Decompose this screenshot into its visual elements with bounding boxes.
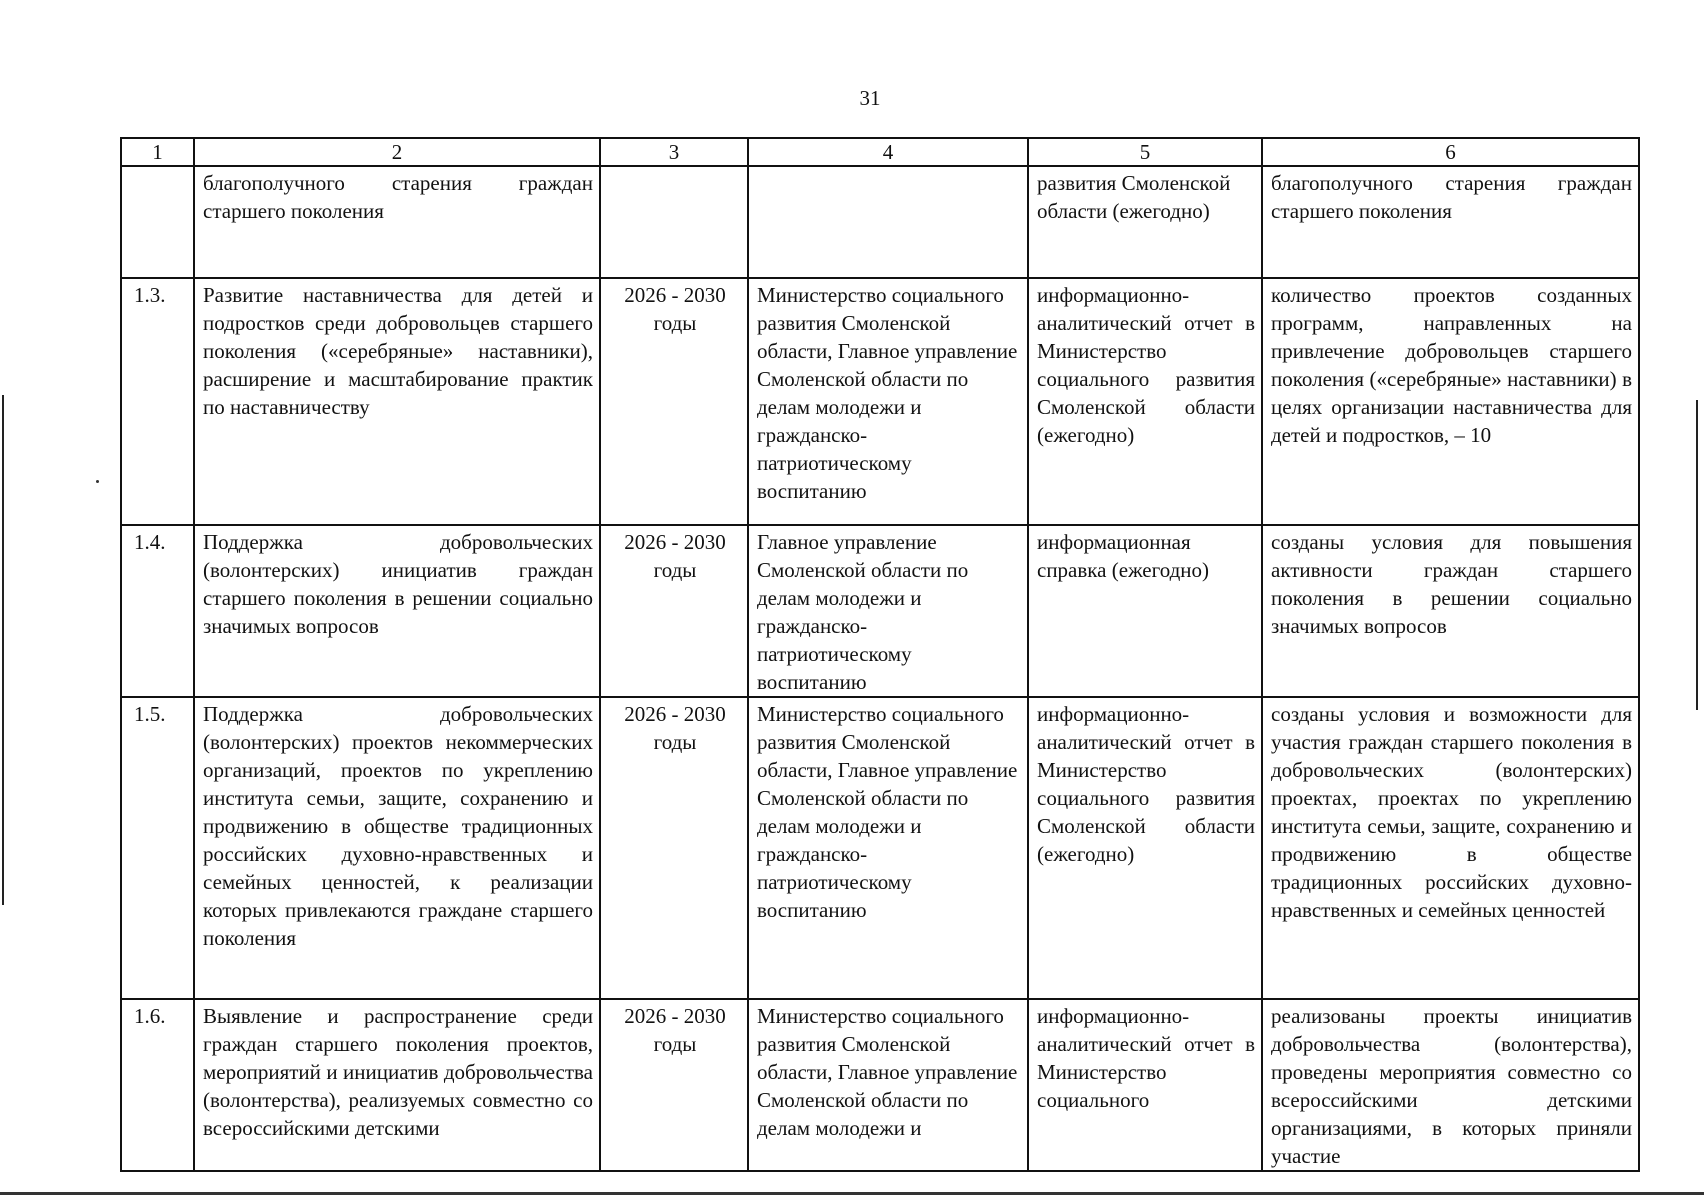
scan-edge-left [2,395,4,905]
expected-result: благополучного старения граждан старшего поколения [1262,166,1639,278]
responsible-executors: Министерство социального развития Смоленской области, Главное управление Смоленской области по делам молодежи и гражданско-патриотическому воспитанию [748,697,1028,999]
responsible-executors: Главное управление Смоленской области по делам молодежи и гражданско-патриотическому воспитанию [748,525,1028,697]
expected-result: созданы условия для повышения активности граждан старшего поколения в решении социально значимых вопросов [1262,525,1639,697]
column-header: 5 [1028,138,1262,166]
column-header: 1 [121,138,194,166]
table-row [121,166,1639,278]
expected-result: количество проектов созданных программ, направленных на привлечение добровольцев старшего поколения («серебряные» наставники) в целях организации наставничества для детей и подростков, – 10 [1262,278,1639,525]
table-row [121,278,1639,525]
column-header: 2 [194,138,600,166]
scan-bottom-edge [0,1192,1704,1195]
table-row [121,697,1639,999]
period: 2026 - 2030 годы [600,697,748,999]
report-form: развития Смоленской области (ежегодно) [1028,166,1262,278]
column-header: 3 [600,138,748,166]
page-number: 31 [859,86,881,110]
expected-result: созданы условия и возможности для участия граждан старшего поколения в добровольческих (волонтерских) проектах, проектах по укреплению института семьи, защите, сохранению и продвижению в обществе традиционных российских духовно-нравственных и семейных ценностей [1262,697,1639,999]
event-name: Поддержка добровольческих (волонтерских) проектов некоммерческих организаций, проектов по укреплению института семьи, защите, сохранению и продвижению в обществе традиционных российских духовно-нравственных и семейных ценностей, к реализации которых привлекаются граждане старшего поколения [194,697,600,999]
event-name: Поддержка добровольческих (волонтерских) инициатив граждан старшего поколения в решении социально значимых вопросов [194,525,600,697]
measures-table [120,137,1640,1172]
period: 2026 - 2030 годы [600,278,748,525]
column-header: 4 [748,138,1028,166]
report-form: информационно-аналитический отчет в Министерство социального [1028,999,1262,1171]
responsible-executors: Министерство социального развития Смоленской области, Главное управление Смоленской области по делам молодежи и гражданско-патриотическому воспитанию [748,278,1028,525]
report-form: информационная справка (ежегодно) [1028,525,1262,697]
item-number: 1.4. [121,525,194,697]
period: 2026 - 2030 годы [600,525,748,697]
column-number-row [121,138,1639,166]
scan-speck [96,480,99,483]
report-form: информационно-аналитический отчет в Министерство социального развития Смоленской области (ежегодно) [1028,697,1262,999]
item-number: 1.5. [121,697,194,999]
table-row [121,999,1639,1171]
event-name: Развитие наставничества для детей и подростков среди добровольцев старшего поколения («серебряные» наставники), расширение и масштабирование практик по наставничеству [194,278,600,525]
event-name: Выявление и распространение среди граждан старшего поколения проектов, мероприятий и инициатив добровольчества (волонтерства), реализуемых совместно со всероссийскими детскими [194,999,600,1171]
responsible-executors [748,166,1028,278]
item-number [121,166,194,278]
scan-edge-right [1696,400,1698,710]
responsible-executors: Министерство социального развития Смоленской области, Главное управление Смоленской области по делам молодежи и [748,999,1028,1171]
item-number: 1.3. [121,278,194,525]
period [600,166,748,278]
column-header: 6 [1262,138,1639,166]
expected-result: реализованы проекты инициатив добровольчества (волонтерства), проведены мероприятия совместно со всероссийскими детскими организациями, в которых приняли участие [1262,999,1639,1171]
event-name: благополучного старения граждан старшего поколения [194,166,600,278]
period: 2026 - 2030 годы [600,999,748,1171]
item-number: 1.6. [121,999,194,1171]
table-row [121,525,1639,697]
report-form: информационно-аналитический отчет в Министерство социального развития Смоленской области (ежегодно) [1028,278,1262,525]
